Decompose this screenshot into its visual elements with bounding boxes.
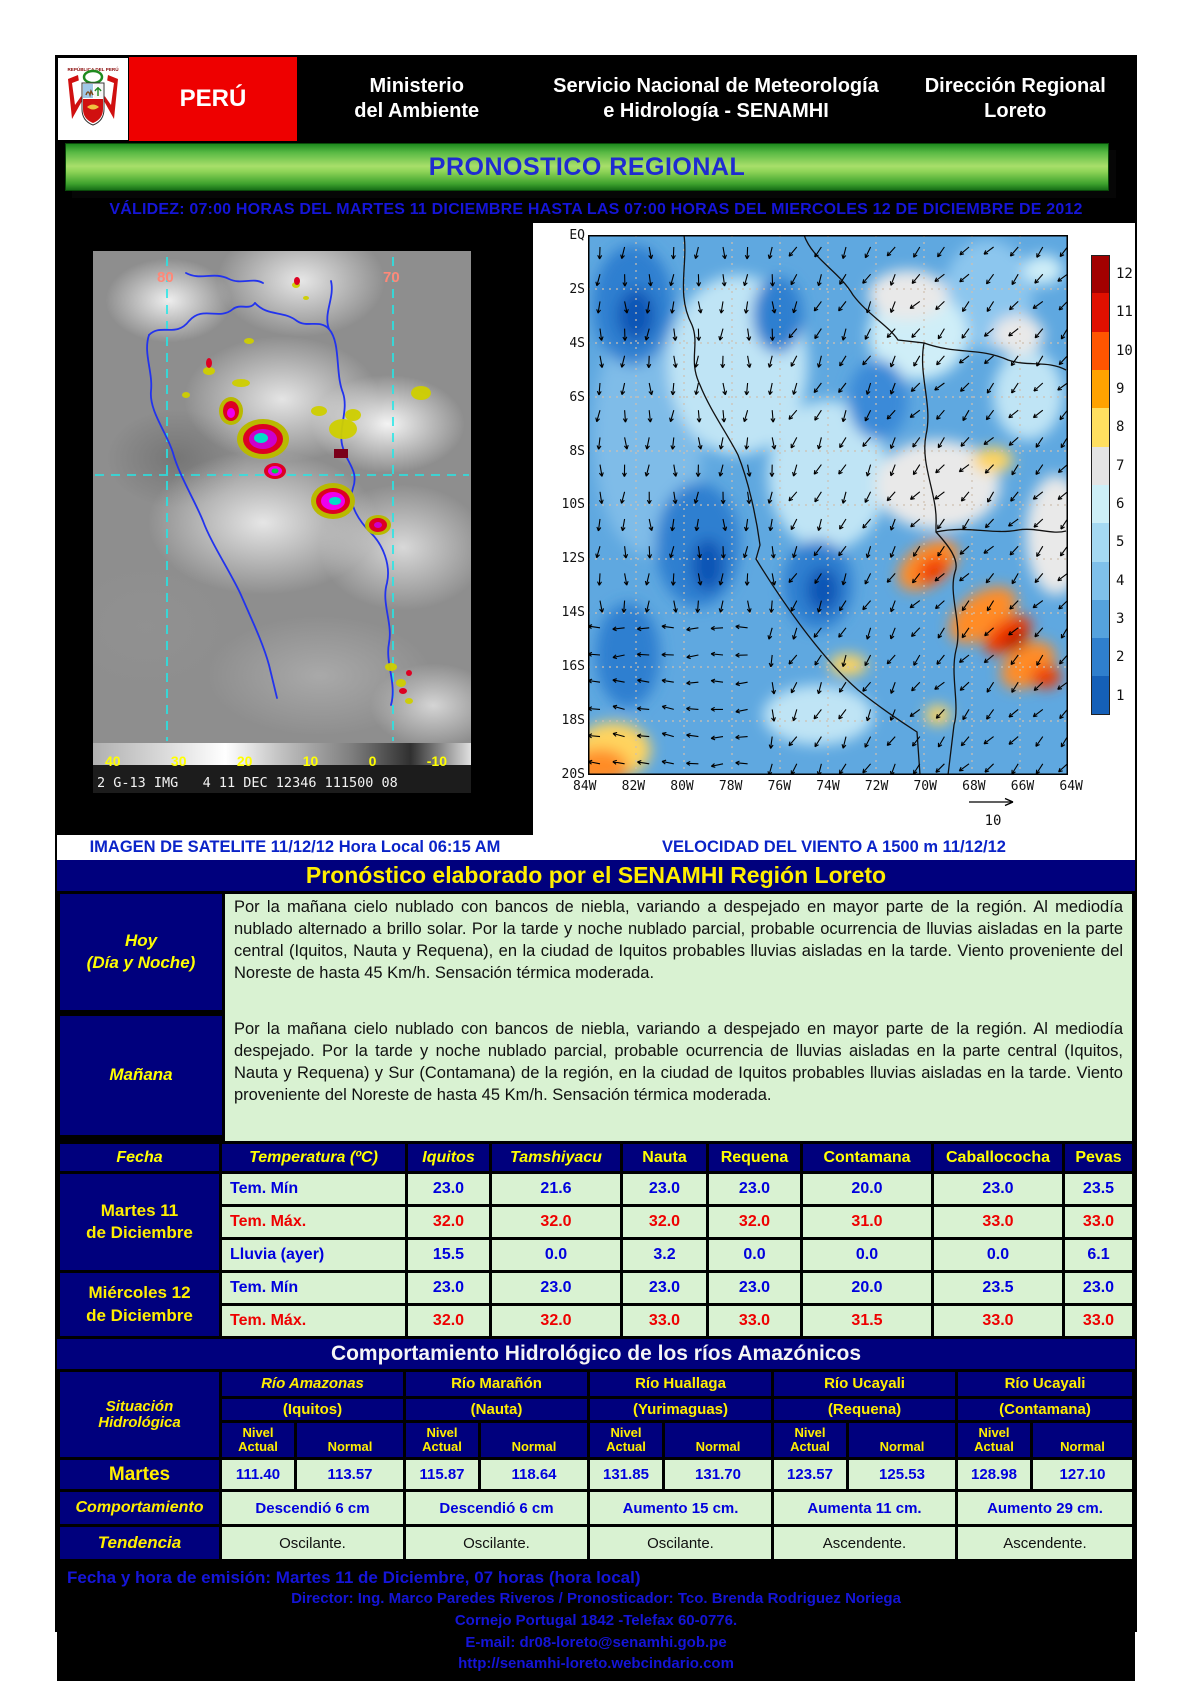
hoy-label-line2: (Día y Noche) — [86, 953, 196, 972]
river-name: Río Amazonas — [222, 1372, 403, 1396]
address-line: Cornejo Portugal 1842 -Telefax 60-0776. — [454, 1611, 738, 1629]
col-header-temperatura: Temperatura (ºC) — [222, 1144, 405, 1171]
temp-cell: 21.6 — [492, 1174, 620, 1204]
tendencia-cell: Oscilante. — [222, 1527, 403, 1559]
peru-coat-of-arms — [58, 58, 128, 140]
satellite-coord-70: 70 — [383, 269, 400, 286]
colorbar-label: 10 — [1116, 342, 1133, 359]
temp-cell: 15.5 — [408, 1240, 489, 1270]
nivel-actual-header — [958, 1423, 1030, 1457]
tendencia-cell: Oscilante. — [590, 1527, 771, 1559]
satellite-scale-label: -10 — [426, 753, 447, 769]
forecast-title: Pronóstico elaborado por el SENAMHI Región Loreto — [305, 862, 887, 888]
peru-label — [129, 57, 297, 141]
colorbar-label: 7 — [1116, 457, 1125, 474]
satellite-image — [91, 243, 473, 795]
comportamiento-cell: Aumento 29 cm. — [958, 1492, 1132, 1524]
windmap-ytick: 20S — [561, 766, 585, 782]
colorbar-cell — [1091, 600, 1110, 638]
temp-cell: 33.0 — [1065, 1207, 1132, 1237]
windmap-ytick: 4S — [569, 335, 585, 351]
temp-cell: 23.0 — [408, 1174, 489, 1204]
temp-cell: 32.0 — [492, 1306, 620, 1336]
colorbar-label: 12 — [1116, 266, 1133, 283]
river-name: Río Ucayali — [958, 1372, 1132, 1396]
row-label: Lluvia (ayer) — [222, 1240, 405, 1270]
temp-cell: 0.0 — [709, 1240, 800, 1270]
comportamiento-cell: Aumento 15 cm. — [590, 1492, 771, 1524]
temp-cell: 23.0 — [934, 1174, 1062, 1204]
date-line1: Miércoles 12 — [88, 1283, 191, 1303]
satellite-panel — [57, 223, 533, 835]
colorbar-label: 5 — [1116, 534, 1125, 551]
coat-of-arms-icon — [62, 61, 124, 137]
normal-header: Normal — [481, 1423, 587, 1457]
temp-cell: 23.0 — [408, 1273, 489, 1303]
colorbar-row — [1091, 523, 1133, 561]
temp-cell: 23.5 — [1065, 1174, 1132, 1204]
date-line2: de Diciembre — [86, 1223, 193, 1242]
hydro-table — [57, 1369, 1135, 1562]
satellite-scale-label: 40 — [105, 753, 121, 769]
colorbar-row — [1091, 600, 1133, 638]
level-cell: 115.87 — [406, 1460, 478, 1489]
banner-zone — [57, 141, 1135, 197]
bulletin-frame — [55, 55, 1137, 1673]
colorbar-label: 2 — [1116, 649, 1125, 666]
colorbar-cell — [1091, 293, 1110, 331]
tendencia-label: Tendencia — [60, 1527, 219, 1559]
tendencia-cell: Oscilante. — [406, 1527, 587, 1559]
windmap-ytick: 10S — [561, 497, 585, 513]
colorbar-cell — [1091, 370, 1110, 408]
level-cell: 118.64 — [481, 1460, 587, 1489]
reference-arrow-label: 10 — [984, 813, 1002, 829]
temp-cell: 6.1 — [1065, 1240, 1132, 1270]
temp-cell: 20.0 — [803, 1174, 931, 1204]
windmap-svg — [588, 235, 1068, 775]
service-line1: Servicio Nacional de Meteorología — [553, 75, 879, 97]
situacion-line2: Hidrológica — [98, 1413, 181, 1431]
colorbar-cell — [1091, 562, 1110, 600]
satellite-scale-label: 10 — [302, 753, 319, 769]
satellite-caption: IMAGEN DE SATELITE 11/12/12 Hora Local 06:15 AM — [89, 838, 501, 856]
colorbar-row — [1091, 408, 1133, 446]
comportamiento-cell: Descendió 6 cm — [222, 1492, 403, 1524]
reference-arrow-icon — [967, 796, 1019, 808]
windmap-panel — [533, 223, 1135, 835]
temp-cell: 33.0 — [1065, 1306, 1132, 1336]
satellite-scale-labels — [105, 753, 447, 769]
temp-cell: 31.5 — [803, 1306, 931, 1336]
level-cell: 125.53 — [849, 1460, 955, 1489]
windmap-ytick: 6S — [569, 389, 585, 405]
temp-cell: 23.0 — [492, 1273, 620, 1303]
colorbar-cell — [1091, 485, 1110, 523]
row-label: Tem. Mín — [222, 1273, 405, 1303]
comportamiento-cell: Aumenta 11 cm. — [774, 1492, 955, 1524]
situacion-line1: Situación — [105, 1397, 174, 1415]
colorbar-label: 1 — [1116, 687, 1125, 704]
river-name: Río Ucayali — [774, 1372, 955, 1396]
ministry-line1: Ministerio — [369, 75, 464, 97]
col-header-city: Requena — [709, 1144, 800, 1171]
col-header-city: Iquitos — [408, 1144, 489, 1171]
nivel-line1: Nivel — [978, 1425, 1010, 1441]
nivel-line2: Actual — [790, 1439, 830, 1454]
satellite-scale-label: 30 — [170, 753, 187, 769]
contact-block — [57, 1588, 1135, 1681]
satellite-overlay — [91, 243, 473, 795]
temp-cell: 33.0 — [709, 1306, 800, 1336]
service-title — [536, 57, 895, 141]
date-miercoles-12 — [60, 1273, 219, 1336]
forecast-row-hoy — [57, 891, 1135, 1016]
normal-header: Normal — [297, 1423, 403, 1457]
windmap-xaxis — [573, 779, 1083, 794]
row-label: Tem. Mín — [222, 1174, 405, 1204]
validity-strip — [57, 197, 1135, 223]
colorbar-row — [1091, 255, 1133, 293]
satellite-scale-label: 0 — [368, 753, 377, 769]
windmap-xtick: 80W — [670, 779, 694, 794]
hydro-title: Comportamiento Hidrológico de los ríos Amazónicos — [330, 1342, 862, 1365]
windmap-xtick: 78W — [718, 779, 743, 794]
date-line1: Martes 11 — [100, 1200, 179, 1220]
windmap-ytick: 12S — [561, 551, 585, 567]
colorbar-row — [1091, 370, 1133, 408]
colorbar-cell — [1091, 408, 1110, 446]
river-name: Río Huallaga — [590, 1372, 771, 1396]
temp-cell: 32.0 — [623, 1207, 706, 1237]
row-label: Tem. Máx. — [222, 1306, 405, 1336]
email-link[interactable]: E-mail: dr08-loreto@senamhi.gob.pe — [465, 1633, 727, 1651]
temp-cell: 0.0 — [803, 1240, 931, 1270]
temp-cell: 0.0 — [934, 1240, 1062, 1270]
images-band — [57, 223, 1135, 835]
director-line: Director: Ing. Marco Paredes Riveros / Pronosticador: Tco. Brenda Rodriguez Noriega — [291, 1590, 901, 1607]
windmap-xtick: 64W — [1059, 779, 1083, 794]
hoy-label — [60, 894, 222, 1010]
temp-cell: 23.0 — [623, 1273, 706, 1303]
col-header-city: Pevas — [1065, 1144, 1132, 1171]
temp-cell: 32.0 — [408, 1207, 489, 1237]
windmap-xtick: 82W — [621, 779, 646, 794]
river-name: Río Marañón — [406, 1372, 587, 1396]
temperature-table — [57, 1141, 1135, 1339]
temp-cell: 31.0 — [803, 1207, 931, 1237]
nivel-line1: Nivel — [426, 1425, 458, 1441]
colorbar-label: 9 — [1116, 381, 1125, 398]
level-cell: 123.57 — [774, 1460, 846, 1489]
colorbar-label: 3 — [1116, 611, 1125, 628]
ministry-title — [297, 57, 536, 141]
temp-cell: 33.0 — [934, 1306, 1062, 1336]
windmap-xtick: 70W — [913, 779, 937, 794]
banner-title: PRONOSTICO REGIONAL — [428, 152, 746, 181]
colorbar-row — [1091, 293, 1133, 331]
colorbar-cell — [1091, 332, 1110, 370]
colorbar-row — [1091, 677, 1133, 715]
colorbar-row — [1091, 562, 1133, 600]
windmap-ytick: 18S — [561, 713, 585, 729]
temp-cell: 33.0 — [623, 1306, 706, 1336]
col-header-city: Nauta — [623, 1144, 706, 1171]
nivel-actual-header — [590, 1423, 662, 1457]
region-title — [896, 57, 1135, 141]
temp-cell: 32.0 — [709, 1207, 800, 1237]
colorbar-label: 6 — [1116, 496, 1125, 513]
comportamiento-label: Comportamiento — [60, 1492, 219, 1524]
temp-cell: 23.0 — [1065, 1273, 1132, 1303]
level-cell: 131.85 — [590, 1460, 662, 1489]
satellite-scale-label: 20 — [236, 753, 253, 769]
nivel-line2: Actual — [238, 1439, 278, 1454]
colorbar-row — [1091, 332, 1133, 370]
nivel-line1: Nivel — [610, 1425, 642, 1441]
colorbar-label: 4 — [1116, 572, 1125, 589]
row-label: Tem. Máx. — [222, 1207, 405, 1237]
temp-cell: 23.0 — [709, 1174, 800, 1204]
windmap-reference-arrow — [963, 795, 1023, 829]
colorbar-cell — [1091, 638, 1110, 676]
windmap-xtick: 84W — [573, 779, 597, 794]
colorbar-label: 11 — [1116, 304, 1133, 321]
temp-cell: 20.0 — [803, 1273, 931, 1303]
service-line2: e Hidrología - SENAMHI — [603, 100, 829, 122]
colorbar-row — [1091, 447, 1133, 485]
windmap-ytick: 8S — [569, 443, 585, 459]
colorbar-cell — [1091, 676, 1110, 715]
windmap-yaxis — [551, 228, 585, 782]
nivel-line1: Nivel — [242, 1425, 274, 1441]
river-station: (Nauta) — [406, 1399, 587, 1420]
region-line1: Dirección Regional — [924, 75, 1106, 97]
col-header-fecha: Fecha — [60, 1144, 219, 1171]
nivel-line2: Actual — [606, 1439, 646, 1454]
comportamiento-cell: Descendió 6 cm — [406, 1492, 587, 1524]
nivel-actual-header — [406, 1423, 478, 1457]
validity-text: VÁLIDEZ: 07:00 HORAS DEL MARTES 11 DICIEMBRE HASTA LAS 07:00 HORAS DEL MIERCOLES 12 DE DICIEMBRE DE 2012 — [109, 201, 1083, 218]
normal-header: Normal — [665, 1423, 771, 1457]
satellite-coord-80: 80 — [157, 269, 174, 286]
regional-forecast-banner — [65, 143, 1109, 191]
forecast-row-manana — [57, 1016, 1135, 1141]
date-martes-11 — [60, 1174, 219, 1270]
river-station: (Contamana) — [958, 1399, 1132, 1420]
col-header-city: Caballococha — [934, 1144, 1062, 1171]
nivel-line1: Nivel — [794, 1425, 826, 1441]
normal-header: Normal — [849, 1423, 955, 1457]
level-cell: 127.10 — [1033, 1460, 1132, 1489]
ministry-line2: del Ambiente — [354, 100, 480, 122]
windmap-plot — [588, 235, 1068, 775]
nivel-line2: Actual — [974, 1439, 1014, 1454]
windmap-xtick: 66W — [1010, 779, 1035, 794]
level-cell: 111.40 — [222, 1460, 294, 1489]
nivel-actual-header — [222, 1423, 294, 1457]
region-line2: Loreto — [984, 100, 1047, 122]
colorbar-label: 8 — [1116, 419, 1125, 436]
windmap-colorbar — [1091, 255, 1133, 715]
level-cell: 131.70 — [665, 1460, 771, 1489]
date-line2: de Diciembre — [86, 1305, 193, 1325]
peru-label-text: PERÚ — [179, 85, 247, 112]
colorbar-row — [1091, 638, 1133, 676]
website-link[interactable]: http://senamhi-loreto.webcindario.com — [458, 1655, 734, 1673]
colorbar-cell — [1091, 523, 1110, 561]
river-station: (Iquitos) — [222, 1399, 403, 1420]
colorbar-cell — [1091, 447, 1110, 485]
windmap-xtick: 76W — [767, 779, 792, 794]
normal-header: Normal — [1033, 1423, 1132, 1457]
manana-label — [60, 1016, 222, 1135]
day-label: Martes — [60, 1460, 219, 1489]
coat-arc-text: REPÚBLICA DEL PERÚ — [67, 67, 119, 72]
windmap-xtick: 72W — [864, 779, 889, 794]
nivel-actual-header — [774, 1423, 846, 1457]
windmap-xtick: 68W — [962, 779, 986, 794]
footer-band — [57, 1562, 1135, 1681]
hoy-label-line1: Hoy — [124, 930, 158, 950]
windmap-ytick: 2S — [569, 281, 585, 297]
temp-cell: 32.0 — [492, 1207, 620, 1237]
header-band — [57, 57, 1135, 141]
emission-line: Fecha y hora de emisión: Martes 11 de Diciembre, 07 horas (hora local) — [67, 1568, 641, 1587]
windmap-caption: VELOCIDAD DEL VIENTO A 1500 m 11/12/12 — [662, 838, 1006, 856]
captions-row — [57, 835, 1135, 860]
temp-cell: 3.2 — [623, 1240, 706, 1270]
colorbar-row — [1091, 485, 1133, 523]
forecast-title-bar — [57, 860, 1135, 891]
temp-cell: 23.5 — [934, 1273, 1062, 1303]
colorbar-cell — [1091, 255, 1110, 294]
hydro-title-bar — [57, 1339, 1135, 1369]
col-header-city: Tamshiyacu — [492, 1144, 620, 1171]
temp-cell: 32.0 — [408, 1306, 489, 1336]
tendencia-cell: Ascendente. — [958, 1527, 1132, 1559]
tendencia-cell: Ascendente. — [774, 1527, 955, 1559]
windmap-ytick: EQ — [569, 228, 585, 243]
satellite-footer-text: 2 G-13 IMG 4 11 DEC 12346 111500 08 — [97, 775, 398, 791]
river-station: (Requena) — [774, 1399, 955, 1420]
situacion-label — [60, 1372, 219, 1457]
temp-cell: 0.0 — [492, 1240, 620, 1270]
temp-cell: 23.0 — [709, 1273, 800, 1303]
hoy-text: Por la mañana cielo nublado con bancos de niebla, variando a despejado en mayor parte de la región. Al mediodía nublado alternado a brillo solar. Por la tarde y noche nublado parcial, probable ocurrencia de lluvias aisladas en la parte central (Iquitos, Nauta y Requena), en la ciudad de Iquitos probables lluvias aisladas en la tarde. Viento proveniente del Noreste de hasta 45 Km/h. Sensación térmica moderada. — [225, 894, 1132, 1016]
manana-label-text: Mañana — [109, 1065, 173, 1085]
level-cell: 113.57 — [297, 1460, 403, 1489]
nivel-line2: Actual — [422, 1439, 462, 1454]
manana-text: Por la mañana cielo nublado con bancos de niebla, variando a despejado en mayor parte de la región. Al mediodía despejado. Por la tarde y noche nublado parcial, probable ocurrencia de lluvias aisladas en la parte central (Iquitos, Nauta y Requena) y Sur (Contamana) de la región, en la ciudad de Iquitos probables lluvias aisladas en la tarde. Viento proveniente del Noreste de hasta 45 Km/h. Sensación térmica moderada. — [225, 1016, 1132, 1141]
river-station: (Yurimaguas) — [590, 1399, 771, 1420]
windmap-ytick: 14S — [561, 605, 585, 621]
level-cell: 128.98 — [958, 1460, 1030, 1489]
temp-cell: 23.0 — [623, 1174, 706, 1204]
col-header-city: Contamana — [803, 1144, 931, 1171]
windmap-xtick: 74W — [816, 779, 840, 794]
temp-cell: 33.0 — [934, 1207, 1062, 1237]
windmap-ytick: 16S — [561, 659, 585, 675]
